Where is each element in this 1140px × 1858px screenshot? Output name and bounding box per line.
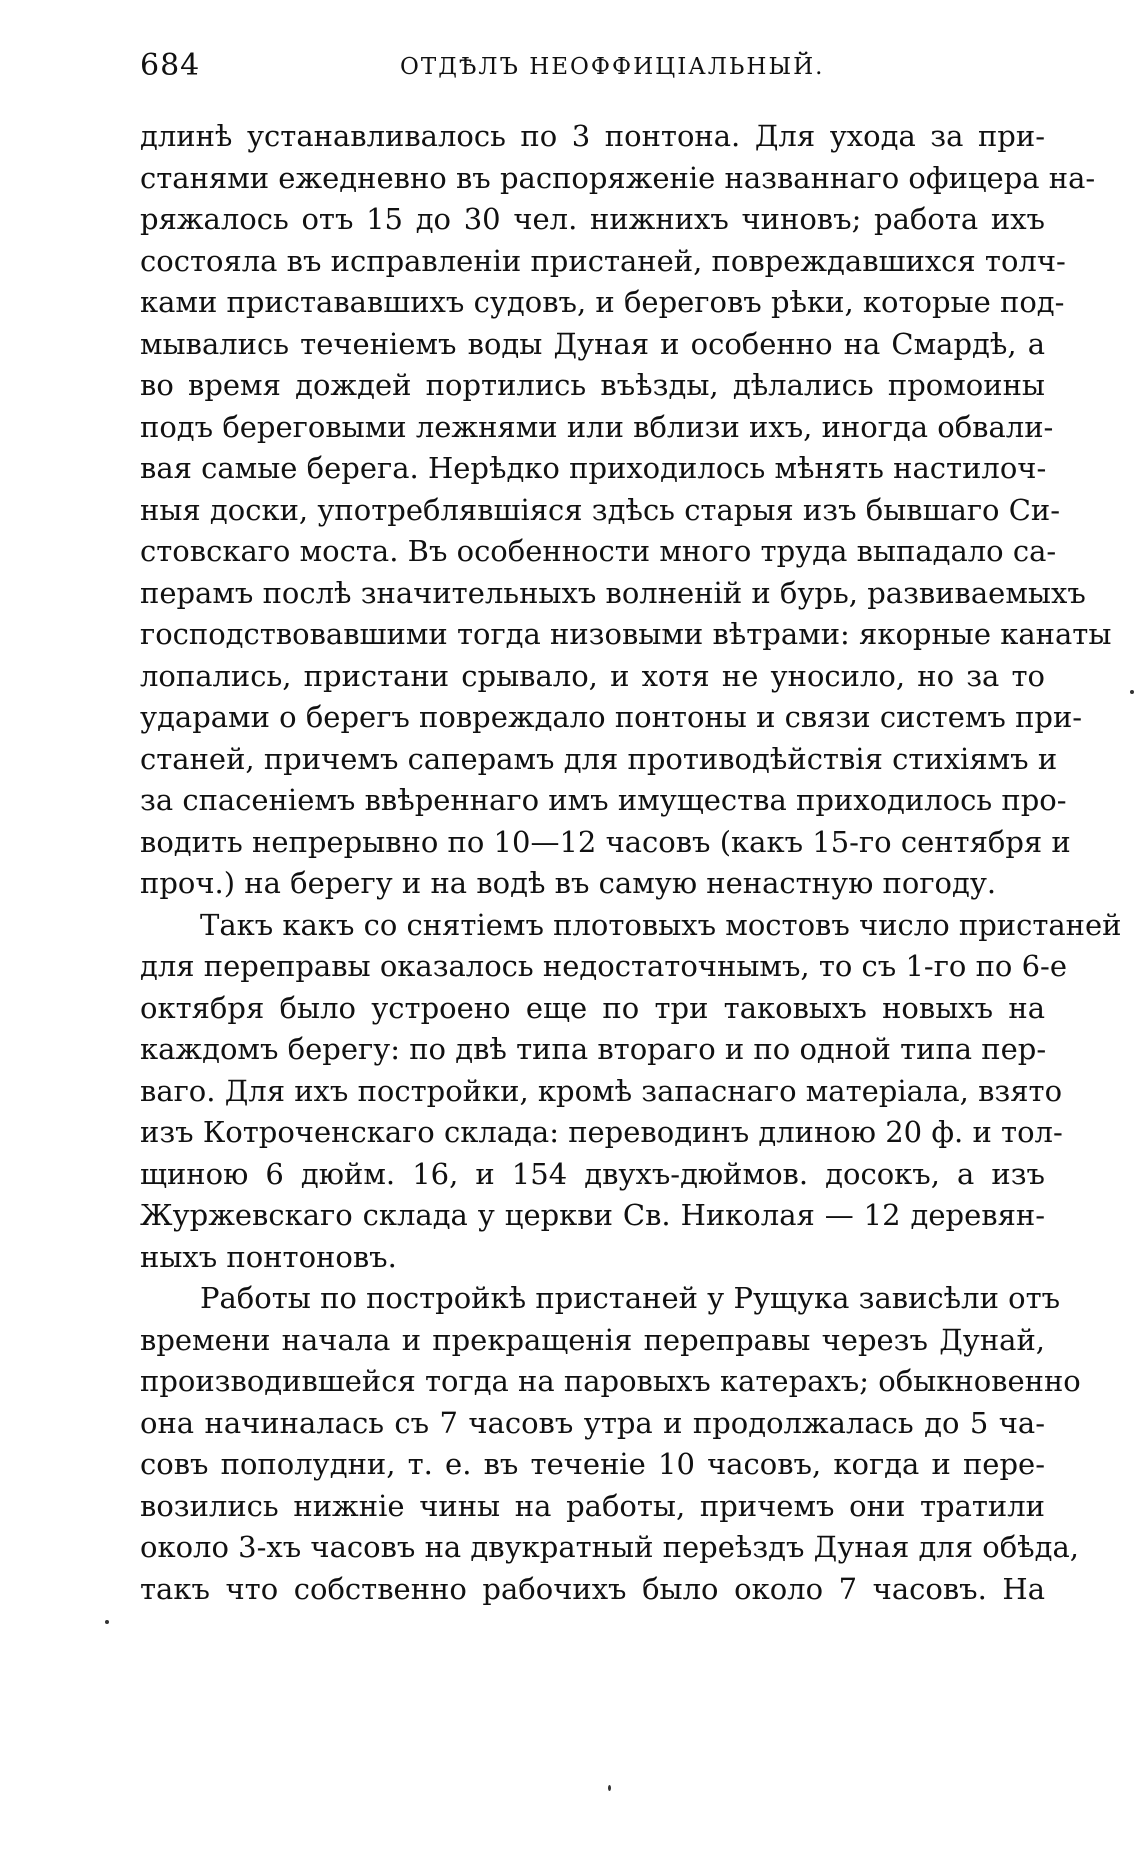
paragraph-3: [140, 1278, 1081, 1610]
text-line: около 3-хъ часовъ на двукратный переѣздъ Дуная для обѣда,: [140, 1530, 1080, 1564]
text-line: изъ Котроченскаго склада: переводинъ длиною 20 ф. и тол-: [140, 1115, 1063, 1149]
text-line: Работы по постройкѣ пристаней у Рущука зависѣли отъ: [200, 1281, 1061, 1315]
running-head: ОТДѢЛЪ НЕОФФИЦІАЛЬНЫЙ.: [400, 54, 825, 80]
page-number: 684: [140, 48, 201, 83]
text-line: она начиналась съ 7 часовъ утра и продолжалась до 5 ча-: [140, 1405, 1045, 1440]
scan-speck: [105, 1620, 109, 1624]
text-line: вая самые берега. Нерѣдко приходилось мѣнять настилоч-: [140, 451, 1047, 485]
text-line: ныя доски, употреблявшіяся здѣсь старыя изъ бывшаго Си-: [140, 492, 1061, 527]
text-line: ками пристававшихъ судовъ, и береговъ рѣки, которые под-: [140, 285, 1065, 319]
scan-speck: [608, 1785, 611, 1791]
text-line: ныхъ понтоновъ.: [140, 1239, 397, 1274]
body-text: [140, 116, 1122, 1610]
text-line: совъ пополудни, т. е. въ теченіе 10 часовъ, когда и пере-: [140, 1447, 1045, 1481]
scan-speck: [1130, 690, 1134, 694]
text-line: состояла въ исправленіи пристаней, повреждавшихся толч-: [140, 243, 1066, 278]
text-line: Журжевскаго склада у церкви Св. Николая — 12 деревян-: [140, 1198, 1045, 1232]
text-line: мывались теченіемъ воды Дуная и особенно на Смардѣ, а: [140, 326, 1045, 361]
text-line: станей, причемъ саперамъ для противодѣйствія стихіямъ и: [140, 741, 1058, 776]
text-line: каждомъ берегу: по двѣ типа втораго и по одной типа пер-: [140, 1032, 1047, 1066]
paragraph-2: [140, 905, 1122, 1279]
text-line: во время дождей портились въѣзды, дѣлались промоины: [140, 368, 1045, 402]
text-line: длинѣ устанавливалось по 3 понтона. Для ухода за при-: [140, 119, 1045, 153]
text-line: возились нижніе чины на работы, причемъ они тратили: [140, 1488, 1045, 1523]
text-line: ряжалось отъ 15 до 30 чел. нижнихъ чиновъ; работа ихъ: [140, 202, 1045, 236]
text-line: ваго. Для ихъ постройки, кромѣ запаснаго матеріала, взято: [140, 1073, 1063, 1108]
text-line: времени начала и прекращенія переправы черезъ Дунай,: [140, 1322, 1045, 1357]
text-line: господствовавшими тогда низовыми вѣтрами: якорные канаты: [140, 617, 1112, 651]
text-line: такъ что собственно рабочихъ было около 7 часовъ. На: [140, 1571, 1045, 1606]
text-line: производившейся тогда на паровыхъ катерахъ; обыкновенно: [140, 1364, 1081, 1398]
text-line: стовскаго моста. Въ особенности много труда выпадало са-: [140, 534, 1057, 568]
text-line: ударами о берегъ повреждало понтоны и связи системъ при-: [140, 700, 1083, 734]
paragraph-1: [140, 116, 1112, 905]
text-line: лопались, пристани срывало, и хотя не уносило, но за то: [140, 658, 1045, 693]
text-line: октября было устроено еще по три таковыхъ новыхъ на: [140, 990, 1045, 1025]
text-line: проч.) на берегу и на водѣ въ самую ненастную погоду.: [140, 866, 997, 900]
text-line: щиною 6 дюйм. 16, и 154 двухъ-дюймов. досокъ, а изъ: [140, 1156, 1045, 1191]
text-line: подъ береговыми лежнями или вблизи ихъ, иногда обвали-: [140, 409, 1054, 444]
text-line: перамъ послѣ значительныхъ волненій и бурь, развиваемыхъ: [140, 575, 1086, 610]
text-line: Такъ какъ со снятіемъ плотовыхъ мостовъ число пристаней: [200, 907, 1122, 942]
text-line: за спасеніемъ ввѣреннаго имъ имущества приходилось про-: [140, 783, 1067, 817]
text-line: для переправы оказалось недостаточнымъ, то съ 1-го по 6-е: [140, 949, 1068, 983]
text-line: станями ежедневно въ распоряженіе названнаго офицера на-: [140, 160, 1096, 195]
text-line: водить непрерывно по 10—12 часовъ (какъ 15-го сентября и: [140, 824, 1071, 859]
